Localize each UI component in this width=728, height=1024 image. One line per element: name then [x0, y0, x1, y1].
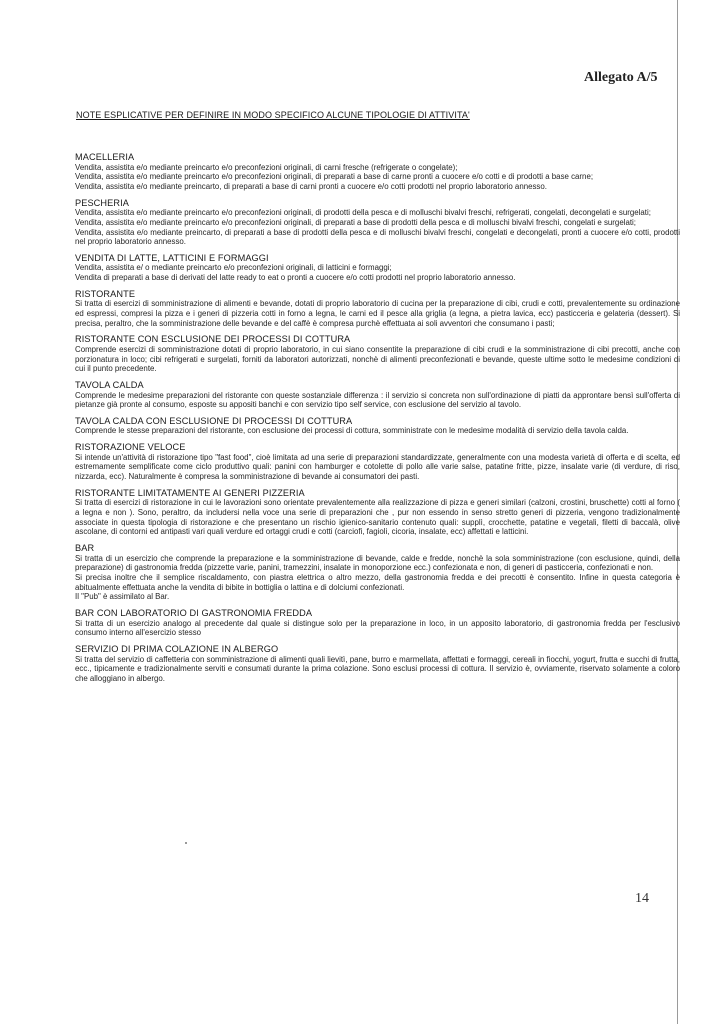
section	[75, 488, 680, 537]
section-title: MACELLERIA	[75, 152, 135, 162]
section-text: Si intende un'attività di ristorazione tipo "fast food", cioè limitata ad una serie di preparazioni standardizzate, generalmente con una modesta varietà di offerta e di scelta, ed estremamente semplificate come ciclo produttivo quali: panini con hamburger e cotolette di pollo alle varie salse, patatine fritte, pizze, insalate varie (di verdure, di riso, nizzarda, ecc). Naturalmente è compresa la somministrazione di bevande ai consumatori dei pasti.	[75, 452, 680, 482]
section	[75, 152, 680, 192]
page-number: 14	[635, 891, 649, 906]
section-text: Comprende le medesime preparazioni del ristorante con queste sostanziale differenza : il servizio si concreta non sull'ordinazione di piatti da approntare bensì sull'offerta di pietanze già pronte al consumo, esposte su appositi banchi e con servizio tipo self service, con esclusione del servizio al tavolo.	[75, 390, 680, 410]
section	[75, 543, 680, 602]
section-text: Vendita, assistita e/o mediante preincarto e/o preconfezioni originali, di prodotti della pesca e di molluschi bivalvi freschi, refrigerati, congelati, decongelati e surgelati;	[75, 208, 651, 218]
section	[75, 198, 680, 247]
section-title: RISTORANTE	[75, 288, 136, 299]
section	[75, 289, 680, 329]
section	[75, 644, 680, 684]
scan-mark	[185, 842, 187, 844]
document-body	[75, 152, 680, 690]
intro-heading: NOTE ESPLICATIVE PER DEFINIRE IN MODO SPECIFICO ALCUNE TIPOLOGIE DI ATTIVITA'	[76, 110, 470, 120]
section-text: Vendita, assistita e/ o mediante preincarto e/o preconfezioni originali, di latticini e formaggi;	[75, 263, 392, 273]
section	[75, 380, 680, 410]
section	[75, 416, 680, 436]
section-title: TAVOLA CALDA	[75, 380, 144, 391]
section-text: Comprende esercizi di somministrazione dotati di proprio laboratorio, in cui siano consentite la preparazione di cibi crudi e la somministrazione di cibi precotti, anche con porzionatura in loco; cibi refrigerati e surgelati, forniti da laboratori autorizzati, nonchè di alimenti preconfezionati e bevande, queste ultime sotto le medesime condizioni di cui il punto precedente.	[75, 344, 680, 374]
section-text: Si tratta del servizio di caffetteria con somministrazione di alimenti quali lievitì, pane, burro e marmellata, affettati e formaggi, cereali in fiocchi, yogurt, frutta e succhi di frutta, ecc., tipicamente e tradizionalmente serviti e consumati durante la prima colazione. Sono esclusi processi di cottura. Il servizio è, ovviamente, riservato solamente a coloro che alloggiano in albergo.	[75, 654, 680, 683]
section	[75, 253, 680, 283]
section-title: RISTORANTE LIMITATAMENTE AI GENERI PIZZERIA	[75, 487, 305, 498]
section	[75, 334, 680, 374]
section-title: SERVIZIO DI PRIMA COLAZIONE IN ALBERGO	[75, 644, 279, 654]
section-text: Si tratta di esercizi di ristorazione in cui le lavorazioni sono orientate prevalentemente alla realizzazione di pizza e generi similari (calzoni, crostini, bruschette) cotti al forno ( a legna e non ). Sono, peraltro, da includersi nella voce una serie di preparazioni che , pur non essendo in senso stretto generi di pizzeria, vengono tradizionalmente associate in questa tipologia di ristorazione e che presentano un rischio igienico-sanitario contenuto quali: supplì, crocchette, patatine e vegetali, filetti di baccalà, olive ascolane, di contorni ed antipasti vari quali verdure ed ortaggi crudi e cotti (carciofi, fagioli, cicoria, insalate, ecc) affettati e latticini.	[75, 498, 680, 537]
section-text: Si tratta di esercizi di somministrazione di alimenti e bevande, dotati di proprio laboratorio di cucina per la preparazione di cibi, crudi e cotti, prevalentemente su ordinazione ed espressi, compresi la pizza e i generi di pizzeria cotti in forno a legna, le carni ed il pesce alla griglia (a legna, a pietra lavica, ecc) pasticceria e gelateria (dessert). Si precisa, peraltro, che la somministrazione delle bevande e del caffè è compresa purchè effettuata ai soli avventori che consumano i pasti;	[75, 299, 680, 328]
section-title: PESCHERIA	[75, 197, 129, 208]
section-text: Comprende le stesse preparazioni del ristorante, con esclusione dei processi di cottura, somministrate con le medesime modalità di servizio della tavola calda.	[75, 426, 629, 436]
section-text: Vendita, assistita e/o mediante preincarto e/o preconfezioni originali, di preparati a base di prodotti della pesca e di molluschi bivalvi freschi, congelati e surgelati;	[75, 217, 636, 227]
section-title: TAVOLA CALDA CON ESCLUSIONE DI PROCESSI DI COTTURA	[75, 415, 353, 426]
section-text: Si tratta di un esercizio che comprende la preparazione e la somministrazione di bevande, calde e fredde, nonchè la sola somministrazione (con esclusione, quindi, della preparazione) di gastronomia fredda (pizzette varie, panini, tramezzini, insalate in monoporzione ecc.) confezionata e non, di generi di pasticceria, confezionati e non.	[75, 553, 680, 573]
section-text: Si tratta di un esercizio analogo al precedente dal quale si distingue solo per la preparazione in loco, in un apposito laboratorio, di gastronomia fredda per l'esclusivo consumo interno all'esercizio stesso	[75, 618, 680, 638]
section-title: RISTORAZIONE VELOCE	[75, 442, 186, 453]
section-text: Il "Pub" è assimilato al Bar.	[75, 592, 170, 602]
section	[75, 608, 680, 638]
section-text: Vendita, assistita e/o mediante preincarto, di preparati a base di prodotti della pesca e di molluschi bivalvi freschi, congelati e decongelati, pronti a cuocere e/o cotti, prodotti nel proprio laboratorio annesso.	[75, 227, 680, 247]
section-title: BAR	[75, 543, 95, 554]
section-title: VENDITA DI LATTE, LATTICINI E FORMAGGI	[75, 252, 269, 263]
annex-label: Allegato A/5	[584, 70, 658, 85]
section-title: RISTORANTE CON ESCLUSIONE DEI PROCESSI DI COTTURA	[75, 334, 351, 345]
section	[75, 442, 680, 482]
section-text: Vendita, assistita e/o mediante preincarto e/o preconfezioni originali, di carni fresche (refrigerate o congelate);	[75, 162, 458, 172]
section-text: Vendita di preparati a base di derivati del latte ready to eat o pronti a cuocere e/o cotti prodotti nel proprio laboratorio annesso.	[75, 273, 516, 283]
section-text: Vendita, assistita e/o mediante preincarto, di preparati a base di carni pronti a cuocere e/o cotti prodotti nel proprio laboratorio annesso.	[75, 181, 547, 191]
section-title: BAR CON LABORATORIO DI GASTRONOMIA FREDDA	[75, 608, 313, 619]
section-text: Vendita, assistita e/o mediante preincarto e/o preconfezioni originali, di preparati a base di carne pronti a cuocere e/o cotti e di prodotti a base carne;	[75, 172, 594, 182]
section-text: Si precisa inoltre che il semplice riscaldamento, con piastra elettrica o altro mezzo, della gastronomia fredda e dei precotti è consentito. Infine in questa categoria è abitualmente effettuata anche la vendita di bibite in bottiglia o lattina e di dolciumi confezionati.	[75, 572, 680, 592]
